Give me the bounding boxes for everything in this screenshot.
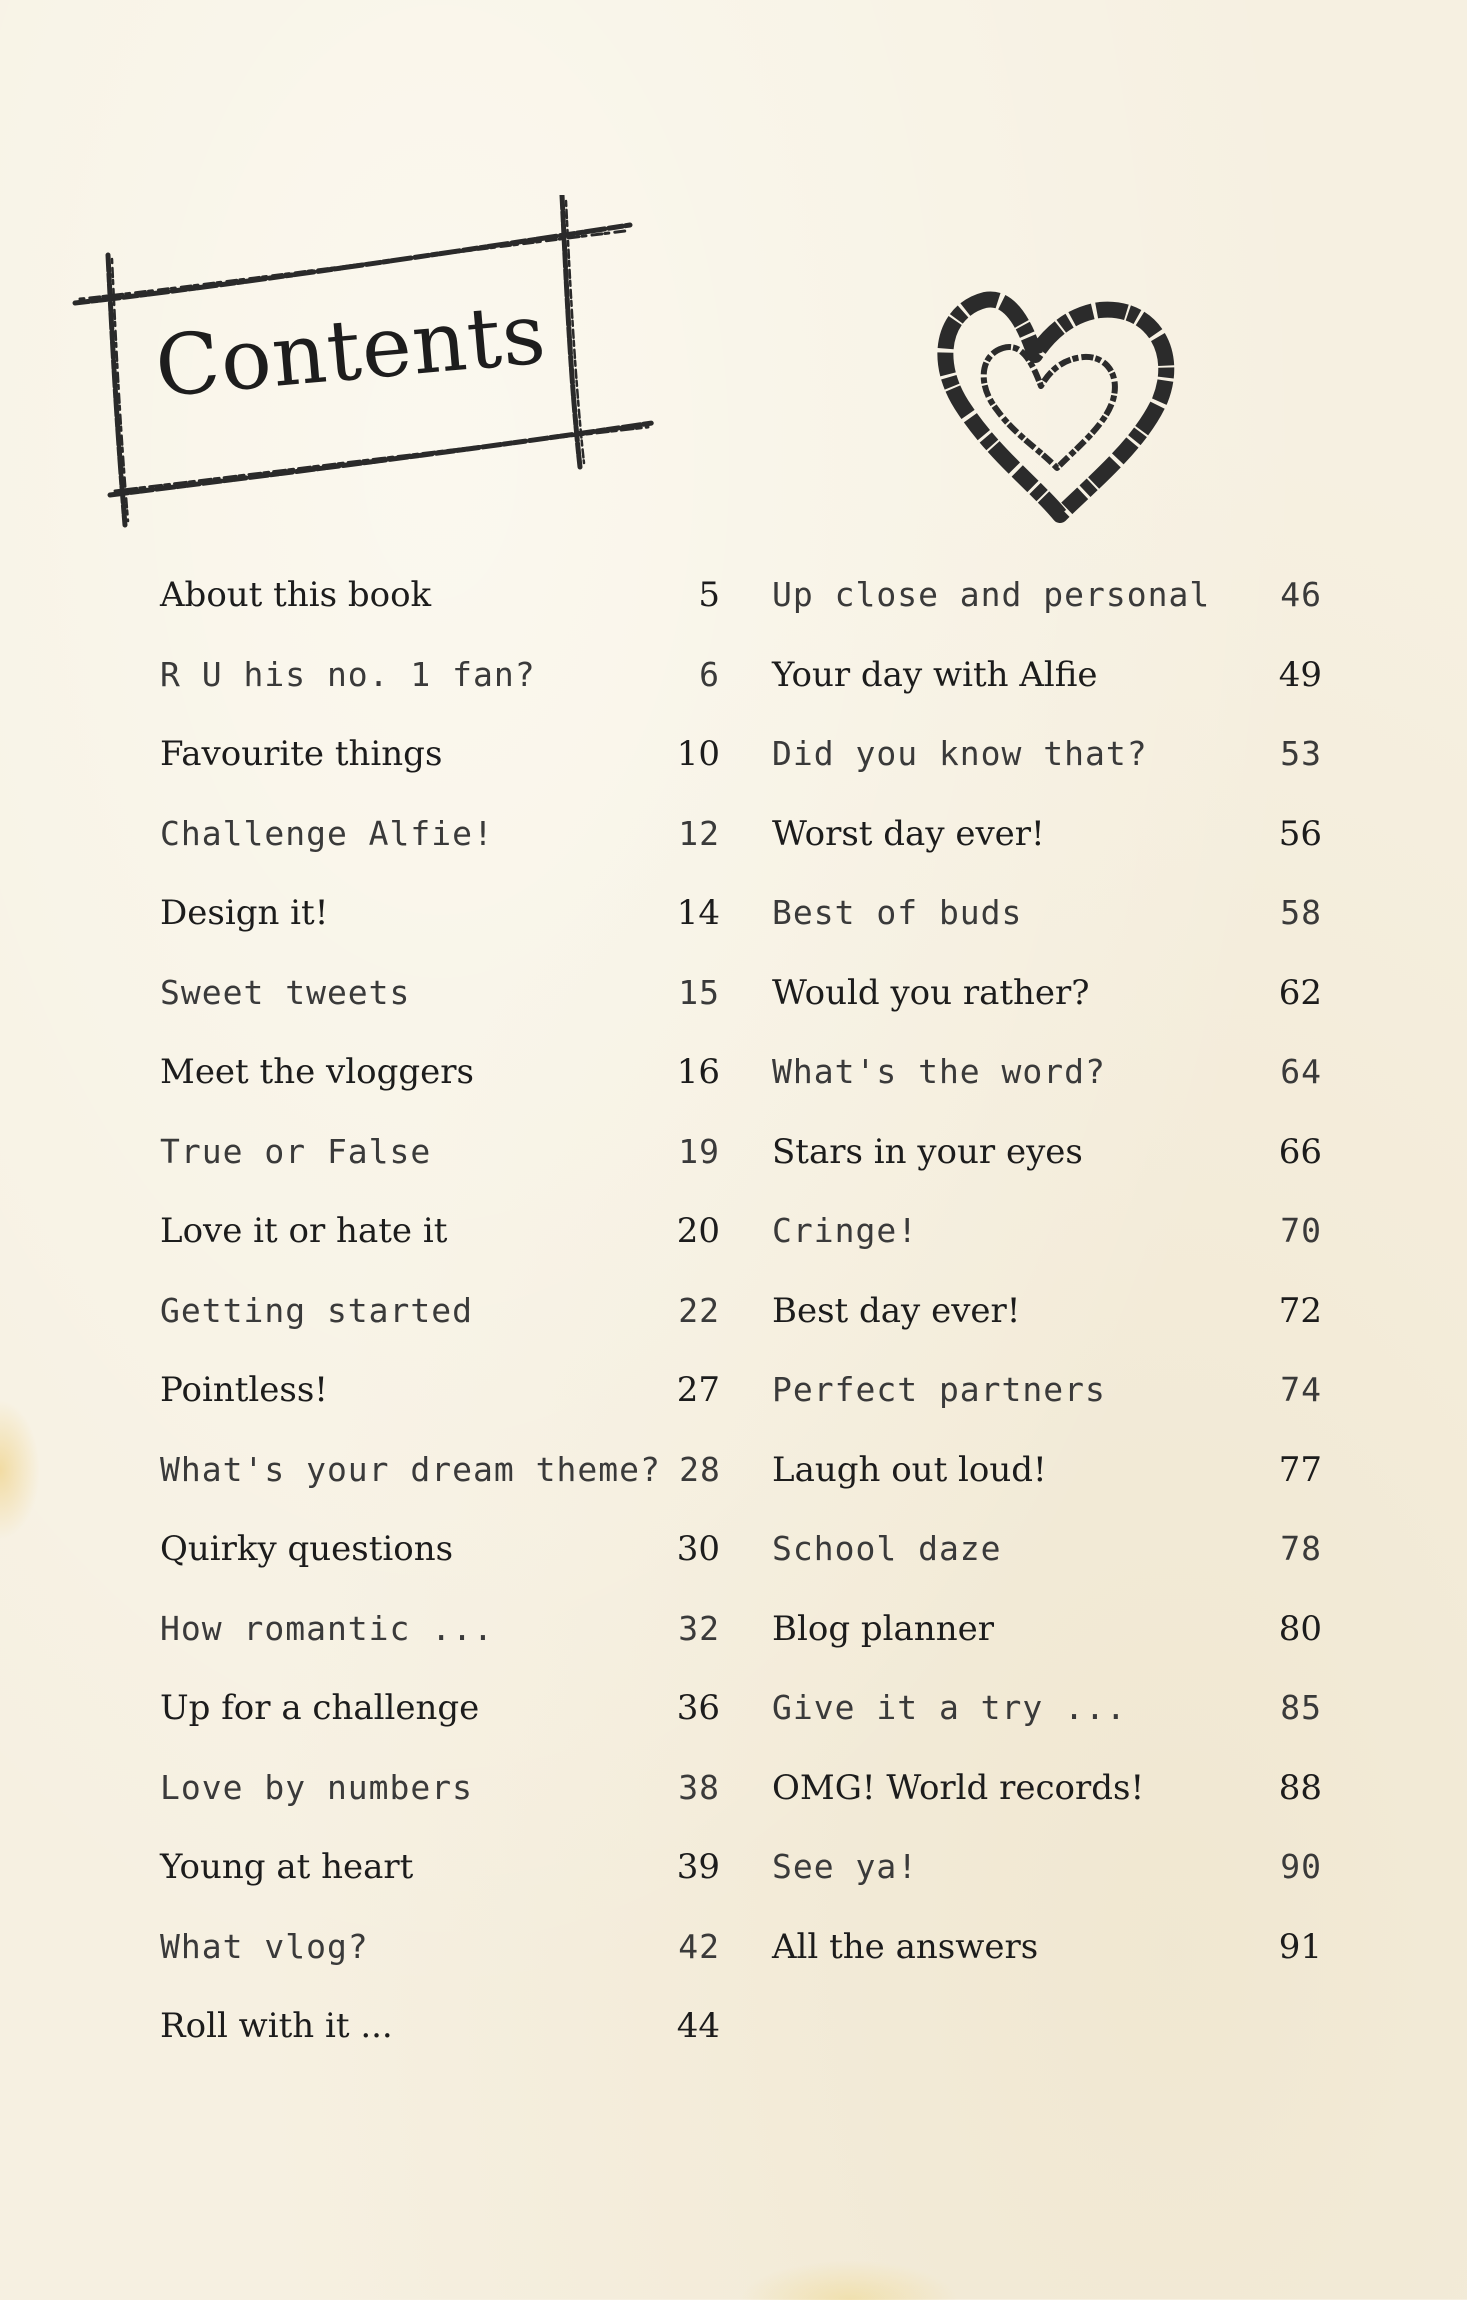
toc-entry-title: Meet the vloggers bbox=[160, 1052, 474, 1092]
toc-entry-page: 72 bbox=[1278, 1290, 1322, 1331]
toc-entry-title: Up close and personal bbox=[772, 575, 1211, 614]
toc-entry bbox=[772, 1211, 1322, 1291]
toc-entry-title: Stars in your eyes bbox=[772, 1131, 1083, 1172]
toc-entry-page: 78 bbox=[1280, 1529, 1322, 1568]
toc-entry bbox=[772, 1768, 1322, 1848]
toc-entry-page: 42 bbox=[678, 1926, 720, 1966]
toc-entry-title: Did you know that? bbox=[772, 734, 1148, 773]
toc-entry-page: 6 bbox=[699, 654, 720, 694]
toc-entry-page: 46 bbox=[1280, 575, 1322, 614]
toc-entry-page: 58 bbox=[1280, 893, 1322, 932]
toc-entry-page: 12 bbox=[678, 813, 720, 853]
toc-entry bbox=[160, 655, 720, 735]
toc-entry bbox=[772, 1450, 1322, 1530]
toc-entry-title: About this book bbox=[160, 575, 432, 615]
toc-entry-title: How romantic ... bbox=[160, 1608, 494, 1648]
toc-entry-title: Roll with it ... bbox=[160, 2006, 393, 2046]
toc-entry-title: Would you rather? bbox=[772, 972, 1090, 1013]
toc-entry bbox=[772, 1688, 1322, 1768]
toc-entry-page: 62 bbox=[1278, 972, 1322, 1013]
toc-entry bbox=[160, 1052, 720, 1132]
toc-entry bbox=[160, 1609, 720, 1689]
toc-entry bbox=[160, 1291, 720, 1371]
toc-entry-title: Design it! bbox=[160, 893, 329, 933]
toc-entry-page: 20 bbox=[676, 1211, 720, 1251]
toc-entry-page: 53 bbox=[1280, 734, 1322, 773]
toc-entry bbox=[160, 973, 720, 1053]
toc-entry bbox=[772, 1132, 1322, 1212]
toc-entry bbox=[160, 1211, 720, 1291]
toc-entry-title: Love it or hate it bbox=[160, 1211, 448, 1251]
toc-entry bbox=[160, 1370, 720, 1450]
toc-entry bbox=[160, 734, 720, 814]
toc-entry-title: What's your dream theme? bbox=[160, 1449, 661, 1489]
toc-entry-page: 77 bbox=[1278, 1449, 1322, 1490]
toc-entry-title: Up for a challenge bbox=[160, 1688, 480, 1728]
toc-entry-title: Sweet tweets bbox=[160, 972, 411, 1012]
toc-entry-title: What's the word? bbox=[772, 1052, 1106, 1091]
page-title: Contents bbox=[151, 284, 550, 416]
toc-entry bbox=[772, 1927, 1322, 2007]
toc-entry bbox=[160, 1768, 720, 1848]
toc-entry-page: 27 bbox=[676, 1370, 720, 1410]
toc-entry-page: 38 bbox=[678, 1767, 720, 1807]
toc-entry-page: 88 bbox=[1278, 1767, 1322, 1808]
toc-entry-title: Blog planner bbox=[772, 1608, 994, 1649]
toc-entry-page: 16 bbox=[676, 1052, 720, 1092]
toc-entry bbox=[772, 655, 1322, 735]
toc-entry bbox=[160, 1450, 720, 1530]
heart-stamp-icon bbox=[925, 270, 1185, 530]
toc-entry bbox=[160, 1132, 720, 1212]
toc-entry-title: Challenge Alfie! bbox=[160, 813, 494, 853]
toc-entry bbox=[160, 575, 720, 655]
toc-entry-page: 5 bbox=[698, 575, 720, 615]
toc-entry-title: Getting started bbox=[160, 1290, 474, 1330]
toc-entry-page: 14 bbox=[676, 893, 720, 933]
toc-entry bbox=[160, 2006, 720, 2086]
toc-entry-page: 49 bbox=[1278, 654, 1322, 695]
toc-entry bbox=[772, 893, 1322, 973]
toc-entry bbox=[772, 814, 1322, 894]
toc-entry bbox=[160, 1927, 720, 2007]
toc-entry-page: 19 bbox=[678, 1131, 720, 1171]
paper-stain bbox=[0, 1400, 40, 1540]
toc-entry-page: 64 bbox=[1280, 1052, 1322, 1091]
toc-entry-title: School daze bbox=[772, 1529, 1002, 1568]
toc-entry-page: 15 bbox=[678, 972, 720, 1012]
toc-entry-title: Pointless! bbox=[160, 1370, 328, 1410]
toc-entry bbox=[160, 1847, 720, 1927]
toc-entry bbox=[772, 734, 1322, 814]
toc-entry-title: What vlog? bbox=[160, 1926, 369, 1966]
toc-entry-page: 85 bbox=[1280, 1688, 1322, 1727]
toc-entry bbox=[772, 1609, 1322, 1689]
toc-entry-page: 56 bbox=[1278, 813, 1322, 854]
toc-entry-title: Cringe! bbox=[772, 1211, 919, 1250]
toc-entry-page: 22 bbox=[678, 1290, 720, 1330]
toc-left-column bbox=[160, 575, 720, 2086]
toc-right-column bbox=[772, 575, 1322, 2006]
toc-entry-page: 90 bbox=[1280, 1847, 1322, 1886]
toc-entry-page: 44 bbox=[676, 2006, 720, 2046]
toc-entry-title: R U his no. 1 fan? bbox=[160, 654, 536, 694]
toc-entry-page: 36 bbox=[676, 1688, 720, 1728]
toc-entry-page: 30 bbox=[676, 1529, 720, 1569]
toc-entry-page: 70 bbox=[1280, 1211, 1322, 1250]
toc-entry-title: Love by numbers bbox=[160, 1767, 474, 1807]
toc-entry-page: 66 bbox=[1278, 1131, 1322, 1172]
toc-entry-title: Best day ever! bbox=[772, 1290, 1021, 1331]
toc-entry bbox=[772, 973, 1322, 1053]
toc-entry bbox=[772, 1052, 1322, 1132]
toc-entry bbox=[160, 1688, 720, 1768]
toc-entry-title: See ya! bbox=[772, 1847, 919, 1886]
toc-entry-title: OMG! World records! bbox=[772, 1767, 1145, 1808]
toc-entry-title: Quirky questions bbox=[160, 1529, 454, 1569]
toc-entry-page: 74 bbox=[1280, 1370, 1322, 1409]
toc-entry-title: Perfect partners bbox=[772, 1370, 1106, 1409]
toc-entry bbox=[772, 1847, 1322, 1927]
toc-entry-title: True or False bbox=[160, 1131, 432, 1171]
toc-entry-page: 39 bbox=[676, 1847, 720, 1887]
toc-entry bbox=[160, 893, 720, 973]
toc-entry-page: 91 bbox=[1278, 1926, 1322, 1967]
toc-entry-page: 10 bbox=[676, 734, 720, 774]
toc-entry-title: Worst day ever! bbox=[772, 813, 1045, 854]
toc-entry-title: Best of buds bbox=[772, 893, 1023, 932]
toc-entry-title: Laugh out loud! bbox=[772, 1449, 1047, 1490]
toc-entry bbox=[772, 1291, 1322, 1371]
toc-entry bbox=[160, 814, 720, 894]
toc-entry-title: Favourite things bbox=[160, 734, 443, 774]
toc-entry bbox=[772, 1529, 1322, 1609]
toc-entry-title: Young at heart bbox=[160, 1847, 414, 1887]
toc-entry-page: 28 bbox=[679, 1449, 721, 1489]
toc-entry-page: 32 bbox=[678, 1608, 720, 1648]
toc-entry bbox=[772, 1370, 1322, 1450]
toc-entry-title: Give it a try ... bbox=[772, 1688, 1127, 1727]
toc-entry-title: Your day with Alfie bbox=[772, 654, 1098, 695]
toc-entry bbox=[160, 1529, 720, 1609]
toc-entry-title: All the answers bbox=[772, 1926, 1039, 1967]
paper-stain bbox=[740, 2260, 960, 2300]
toc-entry-page: 80 bbox=[1278, 1608, 1322, 1649]
toc-entry bbox=[772, 575, 1322, 655]
